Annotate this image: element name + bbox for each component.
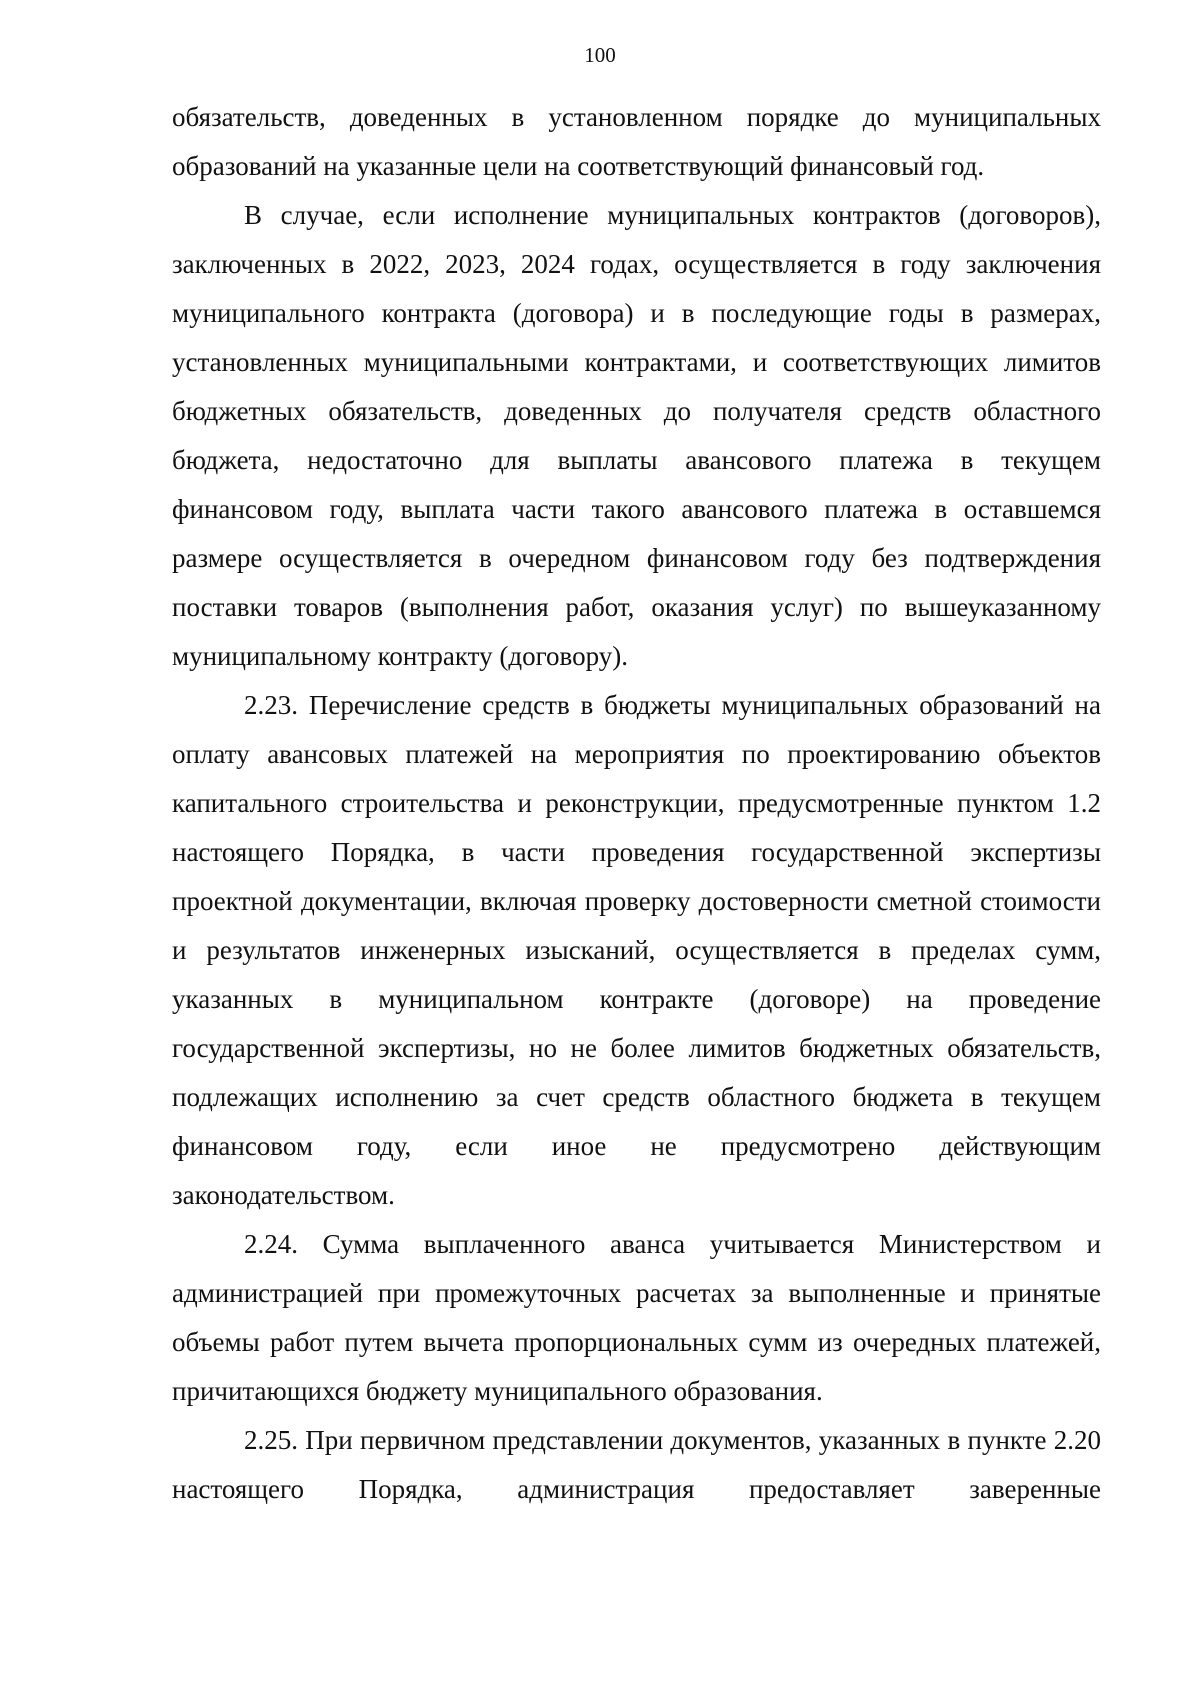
page-number: 100 bbox=[584, 43, 616, 67]
paragraph-2-23: 2.23. Перечисление средств в бюджеты муниципальных образований на оплату авансовых платежей на мероприятия по проектированию объектов капитального строительства и реконструкции, предусмотренные пунктом 1.2 настоящего Порядка, в части проведения государственной экспертизы проектной документации, включая проверку достоверности сметной стоимости и результатов инженерных изысканий, осуществляется в пределах сумм, указанных в муниципальном контракте (договоре) на проведение государственной экспертизы, но не более лимитов бюджетных обязательств, подлежащих исполнению за счет средств областного бюджета в текущем финансовом году, если иное не предусмотрено действующим законодательством. bbox=[172, 690, 1101, 1210]
paragraph-2-24: 2.24. Сумма выплаченного аванса учитывается Министерством и администрацией при промежуточных расчетах за выполненные и принятые объемы работ путем вычета пропорциональных сумм из очередных платежей, причитающихся бюджету муниципального образования. bbox=[172, 1229, 1101, 1406]
paragraph-advance-payment: В случае, если исполнение муниципальных контрактов (договоров), заключенных в 2022, 2023, 2024 годах, осуществляется в году заключения муниципального контракта (договора) и в последующие годы в размерах, установленных муниципальными контрактами, и соответствующих лимитов бюджетных обязательств, доведенных до получателя средств областного бюджета, недостаточно для выплаты авансового платежа в текущем финансовом году, выплата части такого авансового платежа в оставшемся размере осуществляется в очередном финансовом году без подтверждения поставки товаров (выполнения работ, оказания услуг) по вышеуказанному муниципальному контракту (договору). bbox=[172, 200, 1101, 671]
document-body bbox=[172, 93, 1101, 1514]
paragraph-2-25: 2.25. При первичном представлении документов, указанных в пункте 2.20 настоящего Порядка, администрация предоставляет заверенные bbox=[172, 1425, 1101, 1504]
paragraph-continuation: обязательств, доведенных в установленном порядке до муниципальных образований на указанные цели на соответствующий финансовый год. bbox=[172, 102, 1101, 181]
